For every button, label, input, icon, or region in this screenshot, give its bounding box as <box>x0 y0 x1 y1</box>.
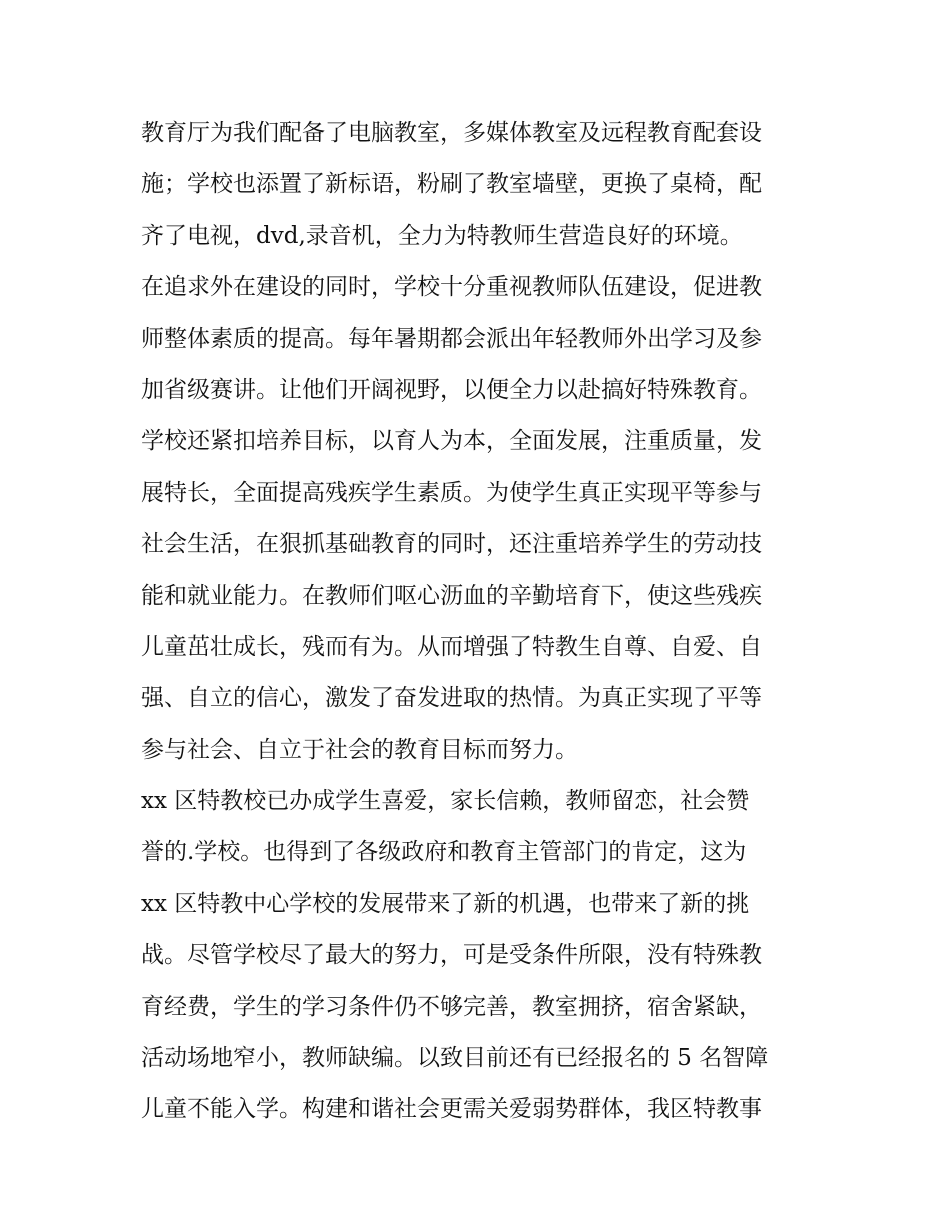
text-line: 育经费，学生的学习条件仍不够完善，教室拥挤，宿舍紧缺， <box>141 993 762 1020</box>
text-line: 活动场地窄小，教师缺编。以致目前还有已经报名的 5 名智障 <box>141 1045 769 1072</box>
text-line: 教育厅为我们配备了电脑教室，多媒体教室及远程教育配套设 <box>141 120 762 146</box>
text-line: 战。尽管学校尽了最大的努力，可是受条件所限，没有特殊教 <box>141 942 762 969</box>
document-body <box>141 108 816 1136</box>
text-line: 展特长，全面提高残疾学生素质。为使学生真正实现平等参与 <box>141 479 762 506</box>
text-line: 强、自立的信心，激发了奋发进取的热情。为真正实现了平等 <box>141 685 762 712</box>
text-line: 加省级赛讲。让他们开阔视野，以便全力以赴搞好特殊教育。 <box>141 376 762 403</box>
text-line: 在追求外在建设的同时，学校十分重视教师队伍建设，促进教 <box>141 274 762 301</box>
text-line: 儿童不能入学。构建和谐社会更需关爱弱势群体，我区特教事 <box>141 1096 762 1123</box>
text-line: 儿童茁壮成长，残而有为。从而增强了特教生自尊、自爱、自 <box>141 633 762 660</box>
text-line: xx 区特教校已办成学生喜爱，家长信赖，教师留恋，社会赞 <box>141 788 750 815</box>
text-line: 学校还紧扣培养目标，以育人为本，全面发展，注重质量，发 <box>141 428 762 455</box>
text-line: 参与社会、自立于社会的教育目标而努力。 <box>141 736 578 763</box>
text-line: 能和就业能力。在教师们呕心沥血的辛勤培育下，使这些残疾 <box>141 582 762 609</box>
text-line: 师整体素质的提高。每年暑期都会派出年轻教师外出学习及参 <box>141 325 762 352</box>
text-line: xx 区特教中心学校的发展带来了新的机遇，也带来了新的挑 <box>141 890 750 917</box>
text-line: 施；学校也添置了新标语，粉刷了教室墙壁，更换了桌椅，配 <box>141 171 762 198</box>
text-line: 誉的.学校。也得到了各级政府和教育主管部门的肯定，这为 <box>141 839 747 866</box>
text-line: 社会生活，在狠抓基础教育的同时，还注重培养学生的劳动技 <box>141 531 762 558</box>
text-line: 齐了电视，dvd,录音机，全力为特教师生营造良好的环境。 <box>141 222 743 249</box>
